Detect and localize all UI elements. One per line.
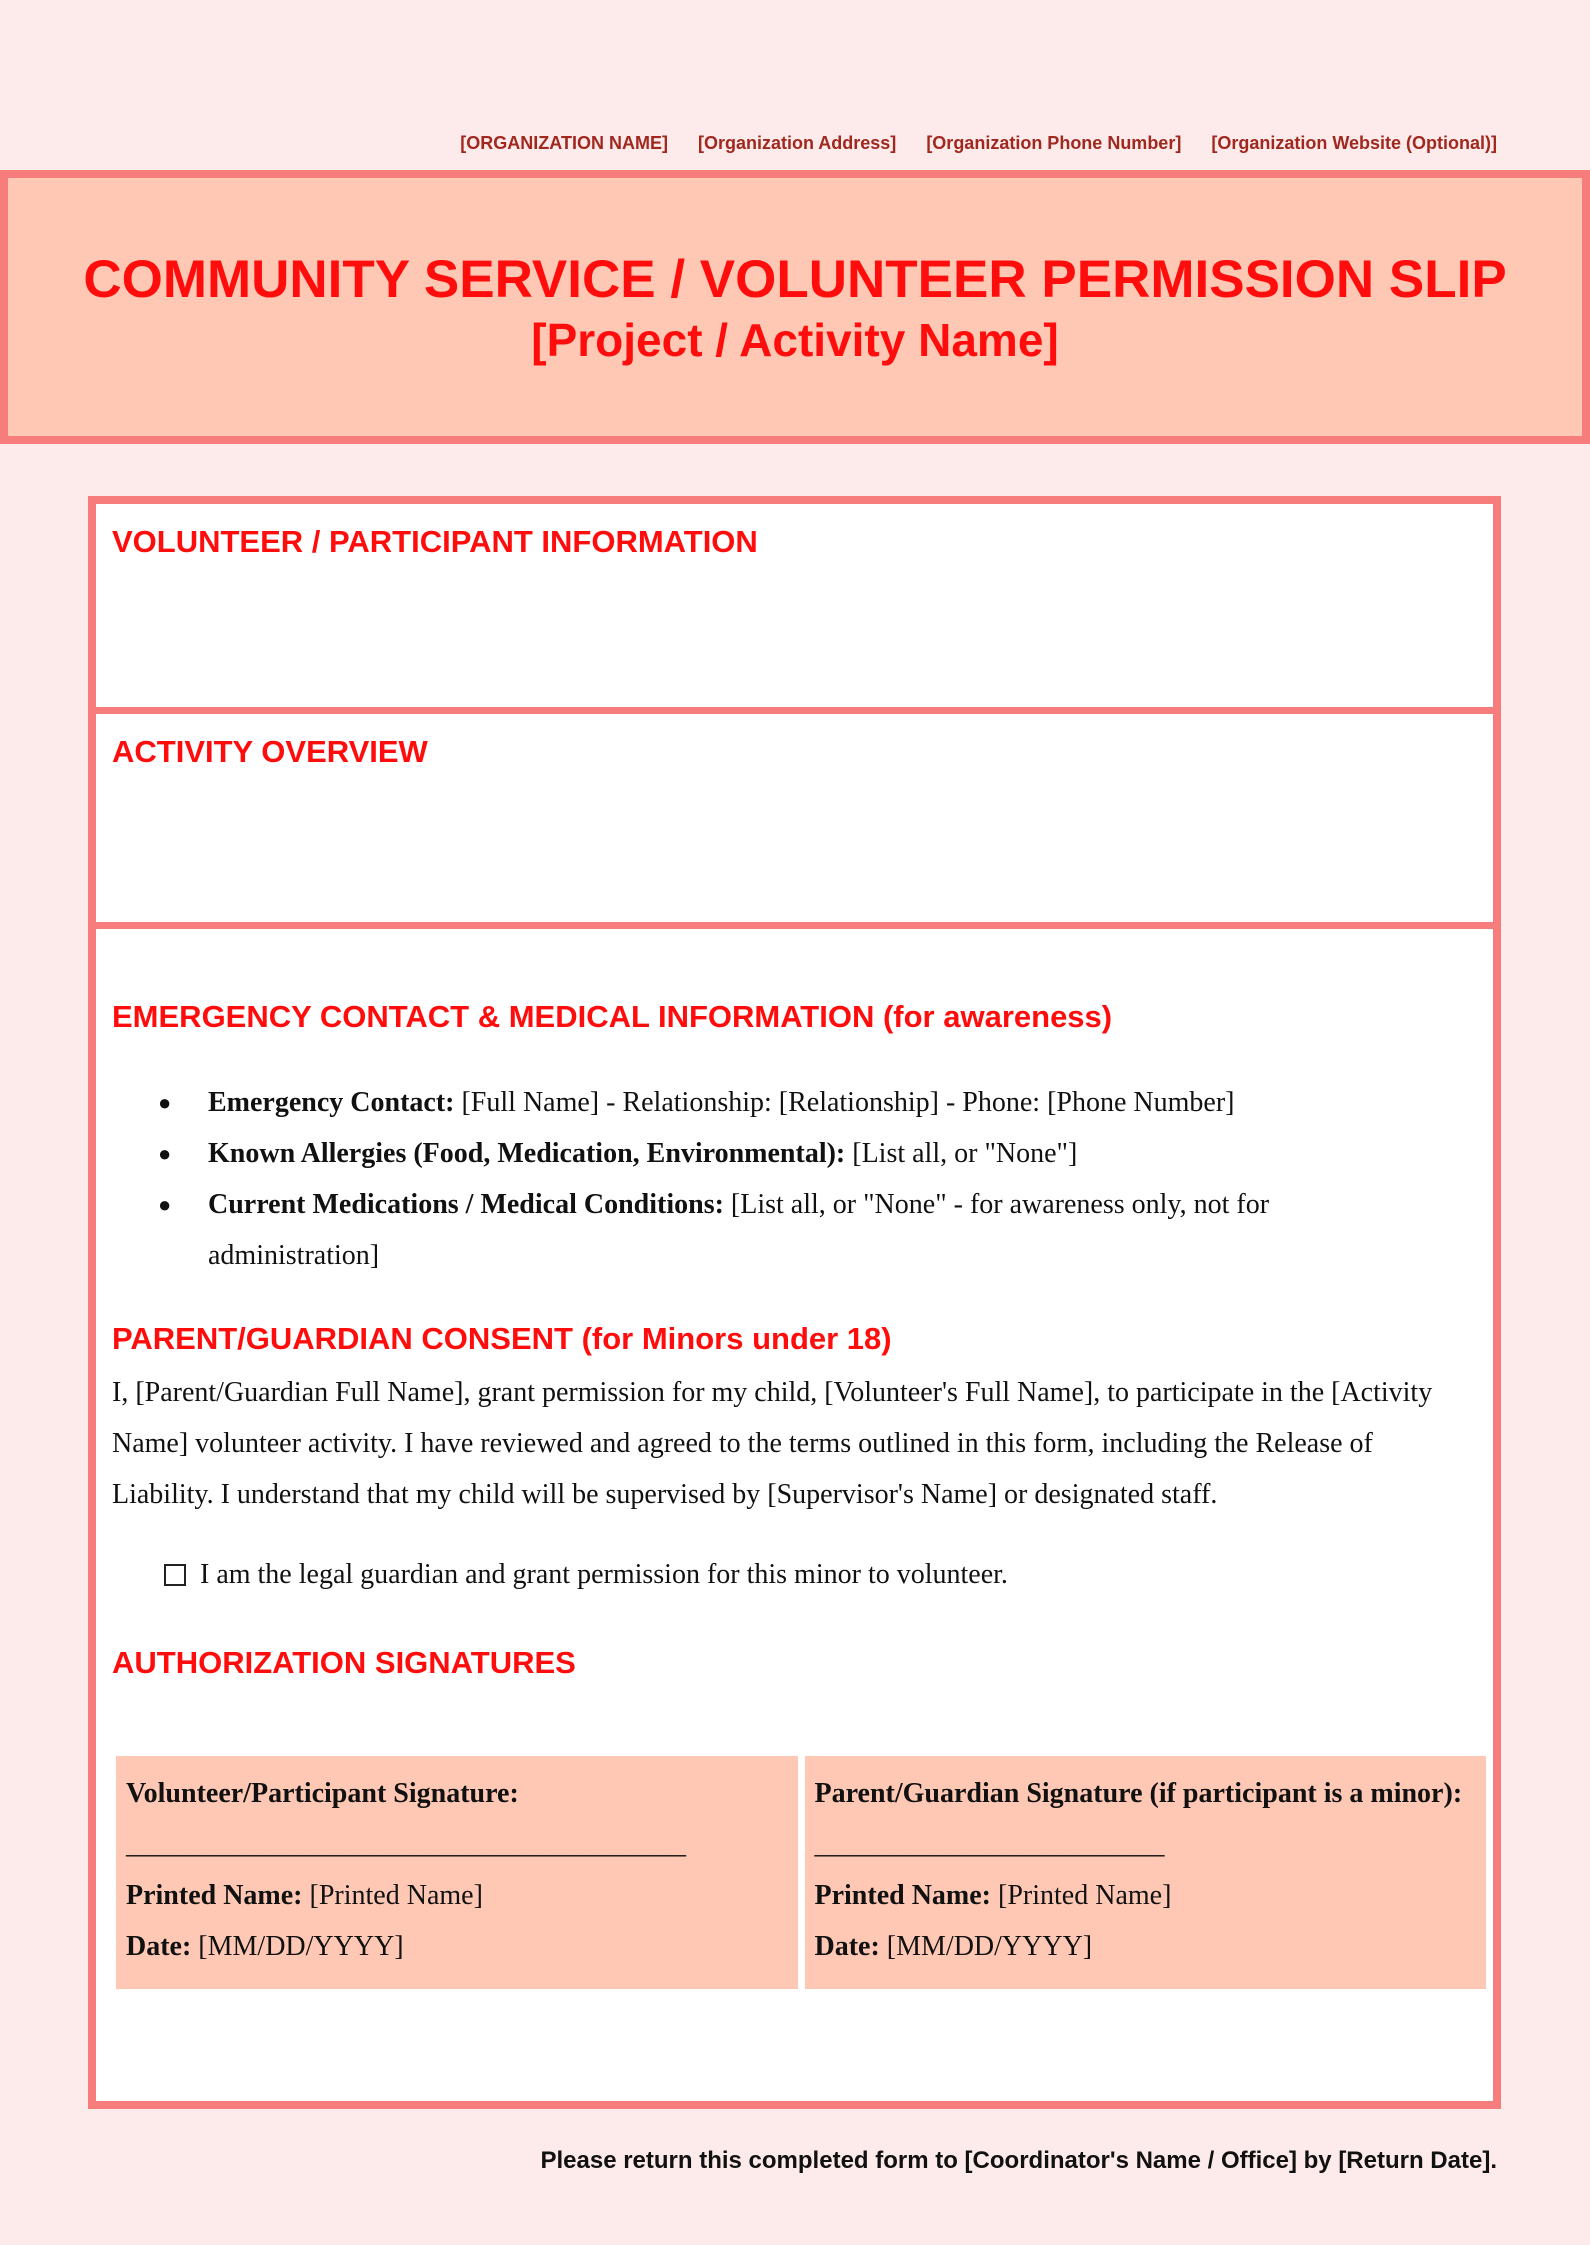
consent-checkbox[interactable]	[164, 1564, 186, 1586]
guardian-signature-line[interactable]: _________________________	[814, 1829, 1165, 1860]
form-body	[88, 496, 1501, 2109]
volunteer-signature-line[interactable]: ________________________________________	[126, 1829, 686, 1860]
printed-name-label: Printed Name:	[126, 1880, 303, 1911]
consent-paragraph: I, [Parent/Guardian Full Name], grant permission for my child, [Volunteer's Full Name], to participate in the [Activity Name] volunteer activity. I have reviewed and agreed to the terms outlined in this form, including the Release of Liability. I understand that my child will be supervised by [Supervisor's Name] or designated staff.	[112, 1377, 1433, 1510]
form-title: COMMUNITY SERVICE / VOLUNTEER PERMISSION SLIP	[83, 250, 1507, 309]
printed-name-value: [Printed Name]	[302, 1880, 483, 1911]
return-instructions: Please return this completed form to [Coordinator's Name / Office] by [Return Date].	[540, 2147, 1497, 2174]
emergency-heading: EMERGENCY CONTACT & MEDICAL INFORMATION (for awareness)	[112, 999, 1113, 1034]
item-value: [List all, or "None" - for awareness only, not for administration]	[208, 1189, 1270, 1271]
participant-info-heading: VOLUNTEER / PARTICIPANT INFORMATION	[112, 524, 758, 559]
org-name: [ORGANIZATION NAME]	[460, 133, 668, 153]
org-phone: [Organization Phone Number]	[926, 133, 1182, 153]
item-value: [List all, or "None"]	[845, 1138, 1078, 1169]
list-item	[96, 1077, 1396, 1128]
item-label: Current Medications / Medical Conditions:	[208, 1189, 724, 1220]
title-banner	[0, 170, 1590, 444]
list-item	[96, 1128, 1396, 1179]
org-address: [Organization Address]	[697, 133, 897, 153]
date-value: [MM/DD/YYYY]	[879, 1931, 1093, 1962]
activity-overview-section	[96, 714, 1493, 929]
organization-header	[460, 133, 1497, 154]
authorization-heading: AUTHORIZATION SIGNATURES	[112, 1645, 576, 1680]
consent-heading: PARENT/GUARDIAN CONSENT (for Minors under 18)	[112, 1321, 892, 1356]
date-value: [MM/DD/YYYY]	[191, 1931, 404, 1962]
consent-checkbox-label: I am the legal guardian and grant permission for this minor to volunteer.	[200, 1559, 1008, 1590]
date-label: Date:	[814, 1931, 880, 1962]
guardian-signature-cell[interactable]	[805, 1756, 1487, 1989]
volunteer-signature-cell[interactable]	[116, 1756, 798, 1989]
emergency-list	[96, 1077, 1396, 1281]
list-item	[96, 1179, 1396, 1281]
printed-name-value: [Printed Name]	[991, 1880, 1172, 1911]
org-website: [Organization Website (Optional)]	[1211, 133, 1497, 153]
consent-checkbox-row[interactable]	[164, 1559, 1008, 1591]
volunteer-signature-label: Volunteer/Participant Signature:	[126, 1778, 519, 1809]
signature-table	[116, 1756, 1486, 1989]
item-label: Emergency Contact:	[208, 1087, 455, 1118]
date-label: Date:	[126, 1931, 192, 1962]
guardian-signature-label: Parent/Guardian Signature (if participant is a minor):	[814, 1778, 1463, 1809]
form-subtitle: [Project / Activity Name]	[531, 314, 1059, 366]
item-value: [Full Name] - Relationship: [Relationship] - Phone: [Phone Number]	[454, 1087, 1235, 1118]
printed-name-label: Printed Name:	[814, 1880, 992, 1911]
item-label: Known Allergies (Food, Medication, Environmental):	[208, 1138, 846, 1169]
activity-overview-heading: ACTIVITY OVERVIEW	[112, 734, 428, 769]
participant-info-section	[96, 504, 1493, 714]
